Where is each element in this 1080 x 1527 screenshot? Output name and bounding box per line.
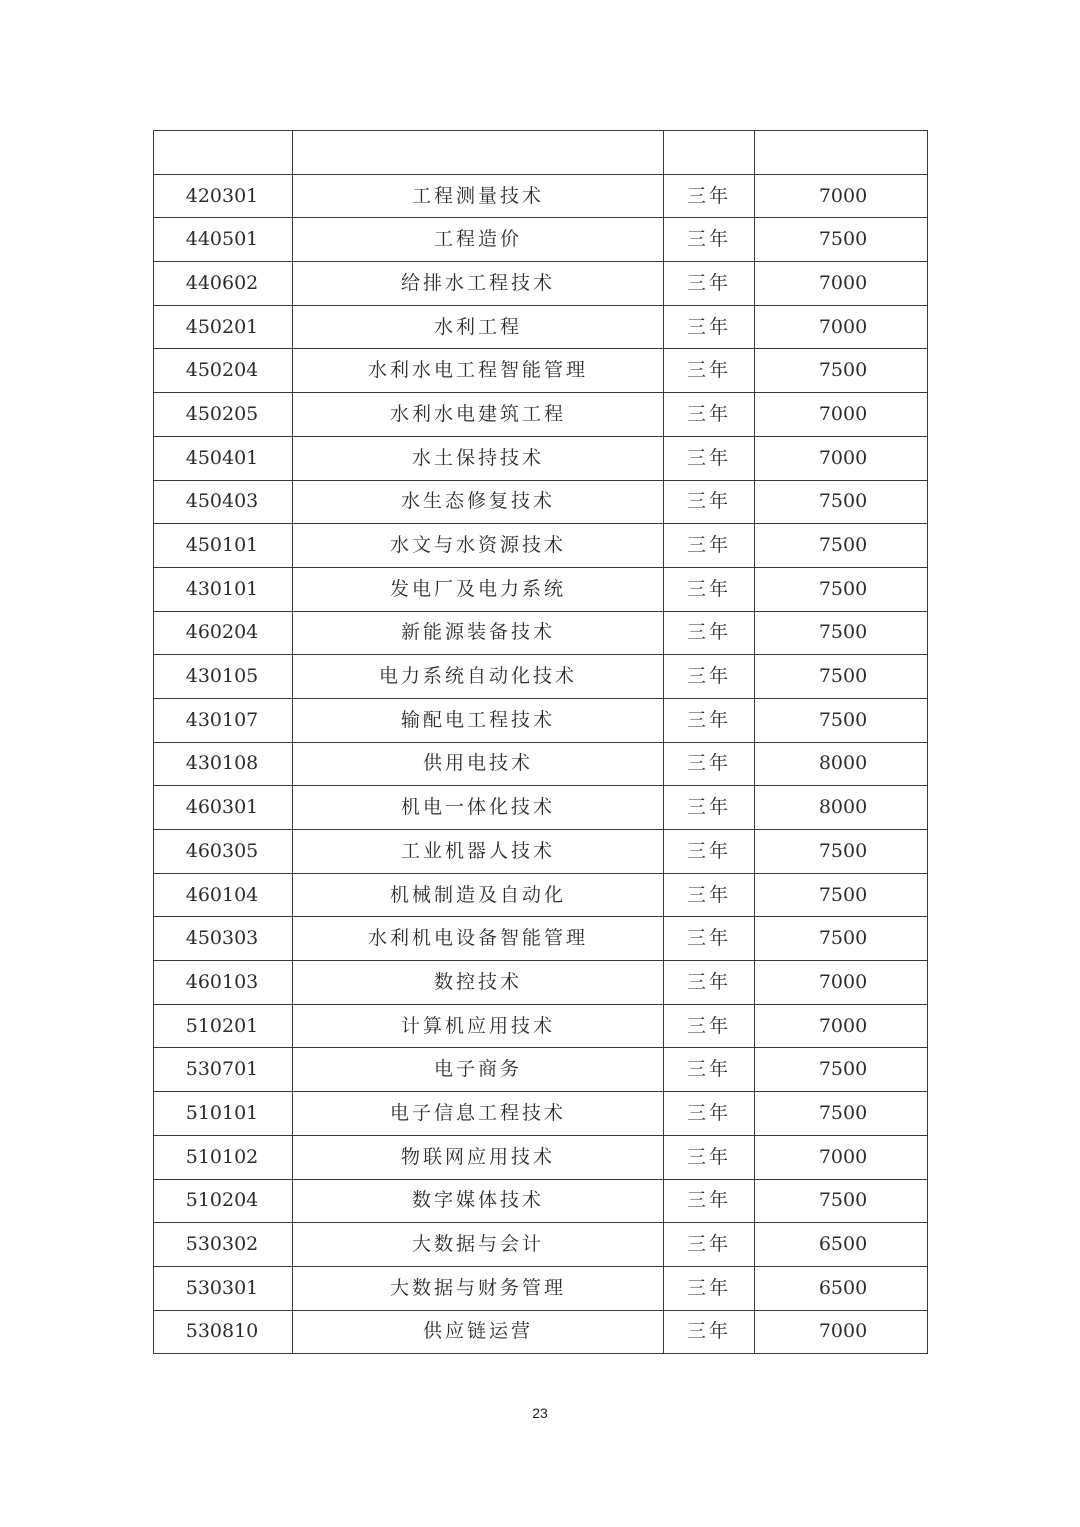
program-name-cell: 大数据与会计 bbox=[293, 1223, 664, 1267]
tuition-fee-cell: 7500 bbox=[755, 873, 928, 917]
table-row bbox=[154, 218, 928, 262]
program-name-cell: 输配电工程技术 bbox=[293, 698, 664, 742]
tuition-fee-cell: 7000 bbox=[755, 1135, 928, 1179]
program-name-cell: 大数据与财务管理 bbox=[293, 1266, 664, 1310]
tuition-fee-cell: 8000 bbox=[755, 786, 928, 830]
program-code-cell: 430107 bbox=[154, 698, 293, 742]
program-name-cell: 计算机应用技术 bbox=[293, 1004, 664, 1048]
program-name-cell: 工业机器人技术 bbox=[293, 830, 664, 874]
program-name-cell: 机械制造及自动化 bbox=[293, 873, 664, 917]
program-code-cell: 430101 bbox=[154, 567, 293, 611]
duration-cell: 三年 bbox=[664, 480, 755, 524]
tuition-fee-cell: 7500 bbox=[755, 567, 928, 611]
program-name-cell: 水利水电建筑工程 bbox=[293, 393, 664, 437]
tuition-fee-cell: 7500 bbox=[755, 655, 928, 699]
duration-cell: 三年 bbox=[664, 698, 755, 742]
tuition-fee-cell: 7000 bbox=[755, 1310, 928, 1354]
program-code-cell: 430108 bbox=[154, 742, 293, 786]
program-code-cell: 450205 bbox=[154, 393, 293, 437]
duration-cell: 三年 bbox=[664, 1266, 755, 1310]
program-code-cell: 530301 bbox=[154, 1266, 293, 1310]
table-row bbox=[154, 655, 928, 699]
program-name-cell: 水利机电设备智能管理 bbox=[293, 917, 664, 961]
tuition-fee-cell: 7000 bbox=[755, 961, 928, 1005]
duration-cell: 三年 bbox=[664, 1048, 755, 1092]
duration-cell: 三年 bbox=[664, 349, 755, 393]
program-fee-table bbox=[153, 130, 928, 1354]
tuition-fee-cell: 7500 bbox=[755, 917, 928, 961]
tuition-fee-cell: 7500 bbox=[755, 611, 928, 655]
tuition-fee-cell: 7500 bbox=[755, 480, 928, 524]
tuition-fee-cell: 7500 bbox=[755, 830, 928, 874]
program-code-cell: 530701 bbox=[154, 1048, 293, 1092]
tuition-fee-cell: 7500 bbox=[755, 1179, 928, 1223]
program-code-cell: 450401 bbox=[154, 436, 293, 480]
program-code-cell: 440501 bbox=[154, 218, 293, 262]
program-name-cell: 给排水工程技术 bbox=[293, 262, 664, 306]
program-name-cell: 电子商务 bbox=[293, 1048, 664, 1092]
tuition-fee-cell: 7500 bbox=[755, 524, 928, 568]
program-name-cell: 工程测量技术 bbox=[293, 174, 664, 218]
duration-cell: 三年 bbox=[664, 1092, 755, 1136]
program-name-cell: 数字媒体技术 bbox=[293, 1179, 664, 1223]
program-code-cell: 450201 bbox=[154, 305, 293, 349]
duration-cell: 三年 bbox=[664, 1223, 755, 1267]
tuition-fee-cell: 7000 bbox=[755, 1004, 928, 1048]
program-name-cell: 电子信息工程技术 bbox=[293, 1092, 664, 1136]
table-row bbox=[154, 393, 928, 437]
duration-cell: 三年 bbox=[664, 1004, 755, 1048]
duration-cell: 三年 bbox=[664, 393, 755, 437]
table-row bbox=[154, 961, 928, 1005]
program-code-cell: 450204 bbox=[154, 349, 293, 393]
program-code-cell bbox=[154, 131, 293, 175]
program-code-cell: 460104 bbox=[154, 873, 293, 917]
program-code-cell: 420301 bbox=[154, 174, 293, 218]
table-row bbox=[154, 436, 928, 480]
tuition-fee-cell: 6500 bbox=[755, 1223, 928, 1267]
table-row bbox=[154, 524, 928, 568]
program-code-cell: 460103 bbox=[154, 961, 293, 1005]
table-row bbox=[154, 131, 928, 175]
duration-cell: 三年 bbox=[664, 218, 755, 262]
table-row bbox=[154, 830, 928, 874]
table-row bbox=[154, 917, 928, 961]
program-name-cell: 水文与水资源技术 bbox=[293, 524, 664, 568]
program-name-cell: 物联网应用技术 bbox=[293, 1135, 664, 1179]
duration-cell: 三年 bbox=[664, 1179, 755, 1223]
program-code-cell: 440602 bbox=[154, 262, 293, 306]
duration-cell: 三年 bbox=[664, 567, 755, 611]
duration-cell: 三年 bbox=[664, 436, 755, 480]
program-code-cell: 460301 bbox=[154, 786, 293, 830]
duration-cell: 三年 bbox=[664, 1135, 755, 1179]
program-code-cell: 450101 bbox=[154, 524, 293, 568]
duration-cell: 三年 bbox=[664, 742, 755, 786]
program-name-cell: 数控技术 bbox=[293, 961, 664, 1005]
program-name-cell: 供用电技术 bbox=[293, 742, 664, 786]
program-name-cell: 电力系统自动化技术 bbox=[293, 655, 664, 699]
program-name-cell: 发电厂及电力系统 bbox=[293, 567, 664, 611]
program-code-cell: 510204 bbox=[154, 1179, 293, 1223]
tuition-fee-cell: 7000 bbox=[755, 262, 928, 306]
program-name-cell bbox=[293, 131, 664, 175]
tuition-fee-cell: 7500 bbox=[755, 1092, 928, 1136]
program-code-cell: 450303 bbox=[154, 917, 293, 961]
table-row bbox=[154, 742, 928, 786]
tuition-fee-cell: 6500 bbox=[755, 1266, 928, 1310]
tuition-fee-cell: 7000 bbox=[755, 436, 928, 480]
program-code-cell: 510201 bbox=[154, 1004, 293, 1048]
table-row bbox=[154, 786, 928, 830]
tuition-fee-cell: 7000 bbox=[755, 174, 928, 218]
duration-cell: 三年 bbox=[664, 917, 755, 961]
table-row bbox=[154, 349, 928, 393]
duration-cell: 三年 bbox=[664, 524, 755, 568]
program-name-cell: 水土保持技术 bbox=[293, 436, 664, 480]
program-code-cell: 530302 bbox=[154, 1223, 293, 1267]
program-name-cell: 新能源装备技术 bbox=[293, 611, 664, 655]
duration-cell: 三年 bbox=[664, 961, 755, 1005]
tuition-fee-cell: 8000 bbox=[755, 742, 928, 786]
table-row bbox=[154, 174, 928, 218]
table-row bbox=[154, 698, 928, 742]
duration-cell: 三年 bbox=[664, 655, 755, 699]
table-row bbox=[154, 1310, 928, 1354]
program-name-cell: 供应链运营 bbox=[293, 1310, 664, 1354]
table-row bbox=[154, 262, 928, 306]
tuition-fee-cell bbox=[755, 131, 928, 175]
duration-cell: 三年 bbox=[664, 611, 755, 655]
duration-cell bbox=[664, 131, 755, 175]
program-code-cell: 430105 bbox=[154, 655, 293, 699]
table-row bbox=[154, 1223, 928, 1267]
table-row bbox=[154, 1092, 928, 1136]
tuition-fee-cell: 7000 bbox=[755, 305, 928, 349]
table-row bbox=[154, 1004, 928, 1048]
table-row bbox=[154, 1135, 928, 1179]
tuition-fee-cell: 7500 bbox=[755, 349, 928, 393]
table-row bbox=[154, 1179, 928, 1223]
table-row bbox=[154, 567, 928, 611]
program-code-cell: 460204 bbox=[154, 611, 293, 655]
table-row bbox=[154, 1266, 928, 1310]
page-number: 23 bbox=[532, 1405, 548, 1421]
program-name-cell: 水生态修复技术 bbox=[293, 480, 664, 524]
program-name-cell: 水利水电工程智能管理 bbox=[293, 349, 664, 393]
duration-cell: 三年 bbox=[664, 1310, 755, 1354]
table-row bbox=[154, 1048, 928, 1092]
program-name-cell: 机电一体化技术 bbox=[293, 786, 664, 830]
duration-cell: 三年 bbox=[664, 262, 755, 306]
tuition-fee-cell: 7500 bbox=[755, 218, 928, 262]
duration-cell: 三年 bbox=[664, 305, 755, 349]
tuition-fee-cell: 7000 bbox=[755, 393, 928, 437]
program-code-cell: 530810 bbox=[154, 1310, 293, 1354]
duration-cell: 三年 bbox=[664, 830, 755, 874]
duration-cell: 三年 bbox=[664, 786, 755, 830]
program-code-cell: 460305 bbox=[154, 830, 293, 874]
tuition-fee-cell: 7500 bbox=[755, 698, 928, 742]
program-name-cell: 水利工程 bbox=[293, 305, 664, 349]
program-code-cell: 450403 bbox=[154, 480, 293, 524]
table-row bbox=[154, 480, 928, 524]
program-code-cell: 510101 bbox=[154, 1092, 293, 1136]
table-row bbox=[154, 611, 928, 655]
table-row bbox=[154, 873, 928, 917]
program-name-cell: 工程造价 bbox=[293, 218, 664, 262]
program-code-cell: 510102 bbox=[154, 1135, 293, 1179]
duration-cell: 三年 bbox=[664, 174, 755, 218]
tuition-fee-cell: 7500 bbox=[755, 1048, 928, 1092]
duration-cell: 三年 bbox=[664, 873, 755, 917]
table-row bbox=[154, 305, 928, 349]
